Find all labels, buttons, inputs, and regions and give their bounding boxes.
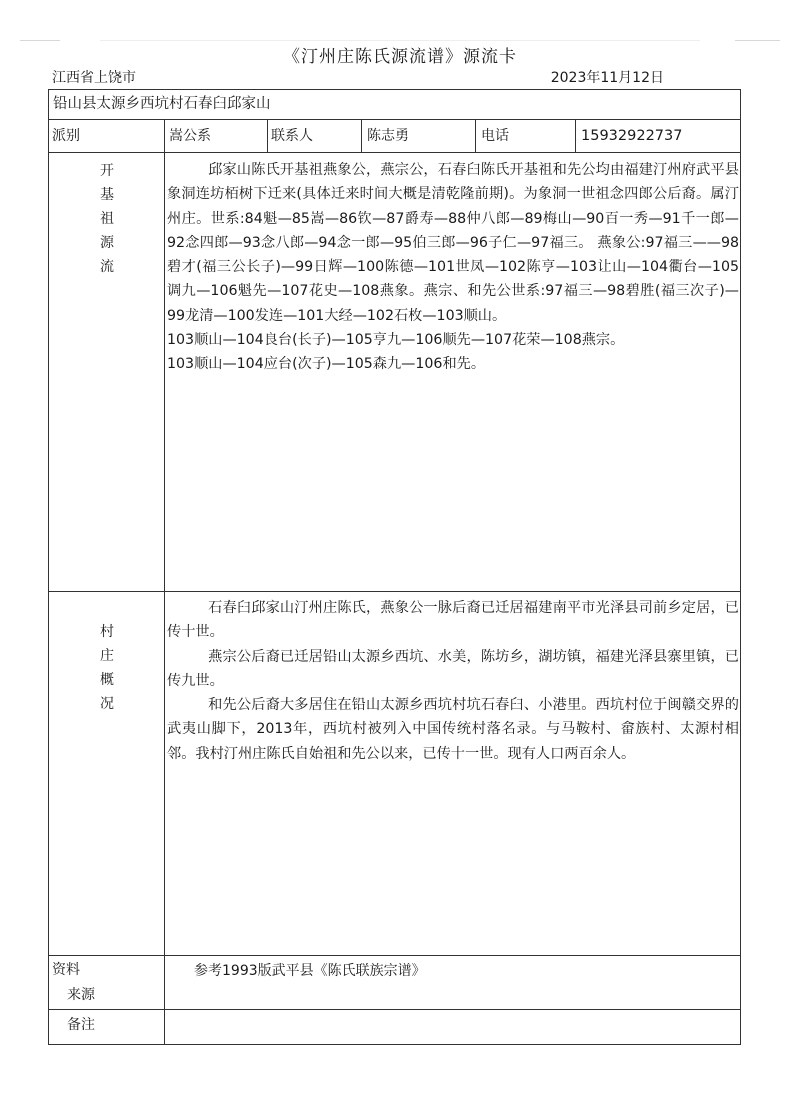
origin-label-char: 祖: [100, 211, 114, 227]
header-date: 2023年11月12日: [550, 70, 664, 86]
origin-label-char: 基: [100, 187, 114, 203]
rule-info-col4: [475, 119, 476, 152]
village-label-char: 况: [100, 696, 114, 712]
rule-origin: [49, 591, 740, 592]
lineage-card: [48, 89, 741, 1045]
source-label-line2: 来源: [67, 987, 95, 1003]
document-title: 《汀州庄陈氏源流谱》源流卡: [283, 47, 517, 67]
village-label: [49, 620, 165, 716]
rule-info-col2: [267, 119, 268, 152]
branch-value: 嵩公系: [169, 128, 211, 144]
rule-info: [49, 152, 740, 153]
origin-label: [49, 159, 165, 279]
branch-label: 派别: [52, 128, 80, 144]
village-text: [167, 596, 739, 766]
village-paragraph: 和先公后裔大多居住在铅山太源乡西坑村坑石春臼、小港里。西坑村位于闽赣交界的武夷山脚下，2013年，西坑村被列入中国传统村落名录。与马鞍村、畲族村、太源村相邻。我村汀州庄陈氏自始祖和先公以来，已传十一世。现有人口两百余人。: [167, 697, 739, 762]
rule-info-col3: [361, 119, 362, 152]
origin-label-char: 源: [100, 235, 114, 251]
rule-village: [49, 955, 740, 956]
origin-label-char: 开: [100, 163, 114, 179]
source-label-line1: 资料: [52, 962, 80, 978]
rule-source: [49, 1009, 740, 1010]
origin-paragraph: 103顺山—104良台(长子)—105亨九—106顺先—107花荣—108燕宗。: [167, 332, 625, 349]
contact-label: 联系人: [271, 128, 313, 144]
phone-label: 电话: [481, 128, 509, 144]
origin-paragraph: 103顺山—104应台(次子)—105森九—106和先。: [167, 356, 486, 373]
header-place: 江西省上饶市: [52, 70, 136, 86]
village-paragraph: 石春臼邱家山汀州庄陈氏，燕象公一脉后裔已迁居福建南平市光泽县司前乡定居，已传十世。: [167, 600, 739, 641]
address: 铅山县太源乡西坑村石春臼邱家山: [53, 96, 271, 112]
village-paragraph: 燕宗公后裔已迁居铅山太源乡西坑、水美，陈坊乡，湖坊镇，福建光泽县寨里镇，已传九世。: [167, 648, 739, 689]
source-value: 参考1993版武平县《陈氏联族宗谱》: [194, 963, 426, 979]
rule-info-col5: [575, 119, 576, 152]
contact-value: 陈志勇: [367, 128, 409, 144]
origin-label-char: 流: [100, 259, 114, 275]
origin-text: [167, 158, 739, 377]
origin-paragraph: 邱家山陈氏开基祖燕象公，燕宗公，石春臼陈氏开基祖和先公均由福建汀州府武平县象洞连坊栢树下迁来(具体迁来时间大概是清乾隆前期)。为象洞一世祖念四郎公后裔。属汀州庄。世系:84魁—85嵩—86钦—87爵寿—88仲八郎—89梅山—90百一秀—91千一郎—92念四郎—93念八郎—94念一郎—95伯三郎—96子仁—97福三。 燕象公:97福三——98碧才(福三公长子)—99日辉—100陈德—101世凤—102陈亨—103让山—104衢台—105调九—106魁先—107花史—108燕象。燕宗、和先公世系:97福三—98碧胜(福三次子)—99龙清—100发连—101大经—102石枚—103顺山。: [167, 162, 739, 324]
remarks-label: 备注: [67, 1017, 95, 1033]
village-label-char: 庄: [100, 648, 114, 664]
scan-top-edge: [20, 40, 780, 41]
rule-address: [49, 119, 740, 120]
phone-value: 15932922737: [581, 128, 683, 144]
village-label-char: 概: [100, 672, 114, 688]
village-label-char: 村: [100, 624, 114, 640]
